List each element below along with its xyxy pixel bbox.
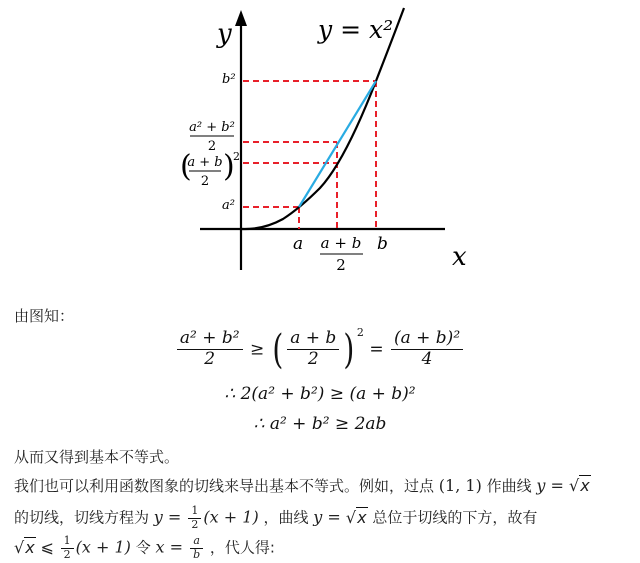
dashed-guides xyxy=(243,81,376,229)
line3-text-b: ，曲线 xyxy=(263,508,309,527)
line4-paren: (x + 1) xyxy=(75,537,131,557)
y-tick-mean-sq-num: a² + b² xyxy=(189,120,235,135)
eq1-rhs-frac xyxy=(391,329,463,369)
x-tick-b: b xyxy=(377,234,388,254)
line4-text-b: 令 xyxy=(135,538,151,557)
eq1-rhs-den: 4 xyxy=(421,349,433,369)
line3-text-c: 总位于切线的下方，故有 xyxy=(372,508,538,527)
x-tick-mid-num: a + b xyxy=(320,234,362,252)
eq1-mid-frac xyxy=(287,329,339,369)
y-tick-sq-mean-den: 2 xyxy=(200,174,210,189)
line3-half-num: 1 xyxy=(188,505,201,519)
eq1-rparen: ) xyxy=(343,326,355,373)
y-axis-label: y xyxy=(217,19,232,49)
line2-point: (1, 1) xyxy=(438,476,482,495)
curve-label: y = x² xyxy=(318,15,394,44)
equation-1 xyxy=(0,326,640,373)
line4-x: x = xyxy=(155,537,189,557)
line3-half xyxy=(188,505,201,531)
x-axis-label: x xyxy=(452,242,467,272)
y-tick-b2: b² xyxy=(222,72,236,87)
y-tick-sq-mean-rparen: ) xyxy=(223,149,235,184)
y-tick-sq-mean-lparen: ( xyxy=(180,149,192,184)
eq1-exp: 2 xyxy=(356,326,364,339)
eq1-lparen: ( xyxy=(271,326,283,373)
line3-sqrt: √x xyxy=(345,507,367,527)
eq1-lhs-frac xyxy=(177,329,243,369)
y-tick-sq-mean-exp: 2 xyxy=(233,150,240,163)
line3-half-den: 2 xyxy=(191,517,199,531)
eq1-rhs-num: (a + b)² xyxy=(391,329,463,350)
line4-text-c: ，代人得: xyxy=(209,538,275,557)
eq1-lhs-num: a² + b² xyxy=(177,329,243,350)
line2-sqrt-x: x xyxy=(580,476,590,495)
chord-line xyxy=(299,81,376,207)
line4-half-num: 1 xyxy=(61,535,74,549)
y-tick-a2: a² xyxy=(222,198,235,213)
y-axis-arrow xyxy=(235,10,247,26)
equation-3: ∴ a² + b² ≥ 2ab xyxy=(253,414,387,434)
line4-frac-num: a xyxy=(190,535,203,549)
line2-text-a: 我们也可以利用函数图象的切线来导出基本不等式。例如，过点 xyxy=(14,477,435,495)
line2-curve: y = xyxy=(536,476,570,495)
line4-half-den: 2 xyxy=(63,547,71,561)
x-tick-mid-den: 2 xyxy=(336,256,346,274)
eq1-mid-den: 2 xyxy=(307,349,319,369)
y-tick-mean-sq-den: 2 xyxy=(207,139,217,154)
line2-text-b: 作曲线 xyxy=(486,477,532,495)
line4-frac-den: b xyxy=(193,547,201,561)
intro-text: 由图知： xyxy=(14,307,75,325)
text-line-2 xyxy=(14,476,634,496)
line4-half xyxy=(61,535,74,561)
eq1-eq: = xyxy=(369,339,384,360)
line2-sqrt: √x xyxy=(569,476,590,495)
line3-sqrt-x: x xyxy=(357,507,367,527)
line3-paren: (x + 1) xyxy=(203,507,259,527)
y-tick-sq-mean-num: a + b xyxy=(187,155,223,170)
line4-frac xyxy=(190,535,203,561)
line4-sqrt-x: x xyxy=(25,537,35,557)
text-line-1: 从而又得到基本不等式。 xyxy=(14,448,180,466)
x-tick-a: a xyxy=(293,234,304,254)
eq1-ge: ≥ xyxy=(249,339,265,360)
equation-2: ∴ 2(a² + b²) ≥ (a + b)² xyxy=(224,384,416,404)
line4-le: ⩽ xyxy=(40,537,54,557)
text-line-4 xyxy=(14,535,634,561)
text-line-3 xyxy=(14,505,634,531)
line3-curve: y = xyxy=(313,507,346,527)
line3-eq: y = xyxy=(153,507,187,527)
line4-sqrt: √x xyxy=(14,537,35,557)
eq1-lhs-den: 2 xyxy=(204,349,216,369)
line3-text-a: 的切线，切线方程为 xyxy=(14,508,150,527)
eq1-mid-num: a + b xyxy=(287,329,339,350)
